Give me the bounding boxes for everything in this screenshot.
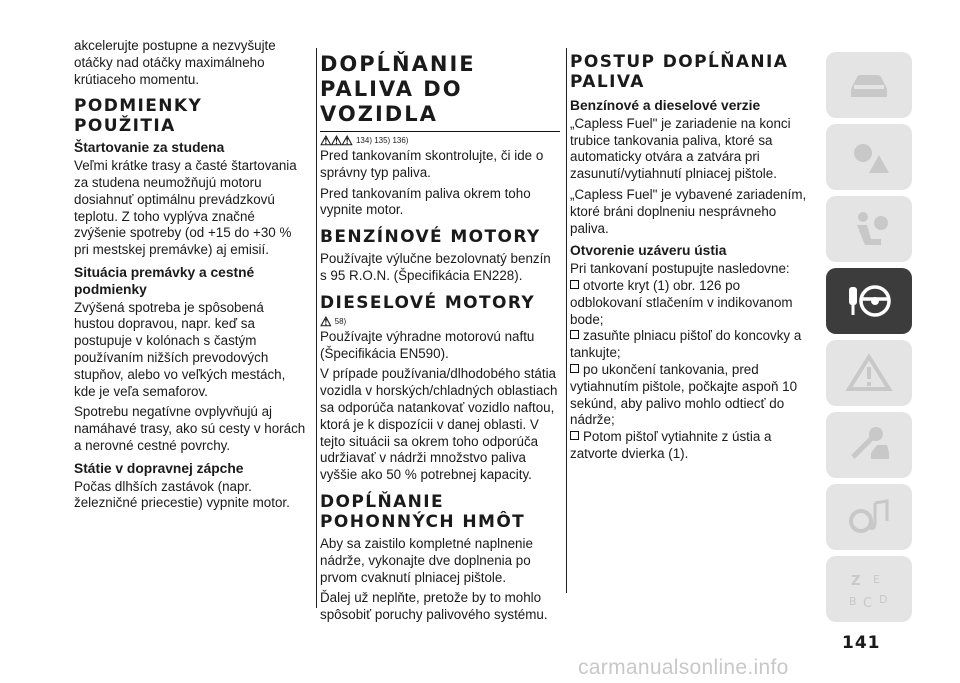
column-divider-2 bbox=[566, 48, 567, 593]
step-item bbox=[570, 328, 814, 362]
airbag-seat-icon bbox=[845, 207, 893, 251]
svg-text:D: D bbox=[879, 593, 888, 606]
watermark-text: carmanualsonline.info bbox=[578, 656, 789, 679]
step-item bbox=[570, 278, 814, 328]
cold-start-text: Veľmi krátke trasy a časté štartovania za studena neumožňujú motoru dosiahnuť optimálnu prevádzkovú teplotu. Z toho vyplýva značné zvýšenie spotreby (od +15 do +30 % pri mestskej premávke) aj emisií. bbox=[74, 158, 297, 258]
refuel-text-1: Pred tankovaním skontrolujte, či ide o správny typ paliva. bbox=[320, 148, 544, 180]
heading-diesel: DIESELOVÉ MOTORY bbox=[320, 292, 536, 313]
chapter-tabs bbox=[826, 52, 912, 628]
bullet-square-icon bbox=[570, 364, 579, 373]
capless-text-2: „Capless Fuel" je vybavené zariadením, ktoré bráni doplneniu nesprávneho paliva. bbox=[570, 186, 807, 236]
section-title-refueling: DOPĹŇANIE PALIVA DO VOZIDLA bbox=[320, 52, 560, 132]
column-divider-1 bbox=[316, 48, 317, 608]
step-text: po ukončení tankovania, pred vytiahnutím pištole, počkajte aspoň 10 sekúnd, aby palivo mohlo odtiecť do nádrže; bbox=[570, 361, 798, 428]
intro-text: akcelerujte postupne a nezvyšujte otáčky nad otáčky maximálneho krútiaceho momentu. bbox=[74, 38, 276, 87]
alphabet-index-icon bbox=[845, 567, 893, 611]
traffic-text-2: Spotrebu negatívne ovplyvňujú aj namáhavé trasy, ako sú cesty v horách a nerovné cestné povrchy. bbox=[74, 404, 306, 453]
svg-text:E: E bbox=[873, 573, 880, 586]
tab-dashboard[interactable] bbox=[826, 52, 912, 118]
tab-emergency[interactable] bbox=[826, 340, 912, 406]
caution-reference-icon: ⚠ bbox=[320, 313, 331, 329]
tab-starting-driving[interactable] bbox=[826, 268, 912, 334]
warning-reference-icon: ⚠⚠⚠ bbox=[320, 133, 352, 148]
opening-intro: Pri tankovaní postupujte nasledovne: bbox=[570, 261, 790, 277]
car-dashboard-icon bbox=[845, 63, 893, 107]
tab-multimedia[interactable] bbox=[826, 484, 912, 550]
column-3 bbox=[570, 52, 814, 463]
key-steering-wheel-icon bbox=[845, 279, 893, 323]
warning-refs-1 bbox=[320, 133, 560, 148]
tab-maintenance[interactable] bbox=[826, 412, 912, 478]
tab-safety[interactable] bbox=[826, 196, 912, 262]
wrench-car-icon bbox=[845, 423, 893, 467]
traffic-text-1: Zvýšená spotreba je spôsobená hustou dopravou, napr. keď sa postupuje v kolónach s častým používaním nižších prevodových stupňov, alebo vo veľkých mestách, kde je veľa semaforov. bbox=[74, 299, 286, 399]
svg-text:C: C bbox=[863, 596, 873, 611]
heading-full-tank: DOPĹŇANIE POHONNÝCH HMÔT bbox=[320, 491, 526, 532]
tab-index[interactable] bbox=[826, 556, 912, 622]
step-item bbox=[570, 429, 814, 463]
svg-text:B: B bbox=[849, 595, 857, 608]
section-title-procedure: POSTUP DOPĹŇANIA PALIVA bbox=[570, 52, 789, 92]
bullet-square-icon bbox=[570, 330, 579, 339]
warning-triangle-icon bbox=[845, 351, 893, 395]
diesel-text-1: Používajte výhradne motorovú naftu (Špecifikácia EN590). bbox=[320, 328, 535, 361]
diesel-text-2: V prípade používania/dlhodobého státia vozidla v horských/chladných oblastiach sa odporúča natankovať vozidlo naftou, ktorá je k dispozícii v danej oblasti. V tejto situácii sa okrem toho odporúča udržiavať v nádrži množstvo paliva vyššie ako 50 % potrebnej kapacity. bbox=[320, 366, 558, 483]
tab-warning-lights[interactable] bbox=[826, 124, 912, 190]
refuel-text-2: Pred tankovaním paliva okrem toho vypnite motor. bbox=[320, 185, 531, 218]
media-settings-icon bbox=[845, 495, 893, 539]
heading-petrol: BENZÍNOVÉ MOTORY bbox=[320, 227, 541, 248]
section-heading-conditions: PODMIENKY POUŽITIA bbox=[74, 96, 203, 137]
subheading-versions: Benzínové a dieselové verzie bbox=[570, 98, 761, 113]
capless-text-1: „Capless Fuel" je zariadenie na konci trubice tankovania paliva, ktoré sa automaticky otvára a zatvára pri zasunutí/vytiahnutí plniacej pištole. bbox=[570, 115, 791, 182]
warning-refs-2 bbox=[320, 313, 560, 329]
subheading-opening: Otvorenie uzáveru ústia bbox=[570, 243, 727, 259]
bullet-square-icon bbox=[570, 431, 579, 440]
page-number: 141 bbox=[842, 633, 881, 653]
step-item bbox=[570, 362, 814, 429]
warning-refs-label: 134) 135) 136) bbox=[355, 136, 409, 145]
warning-light-icon bbox=[845, 135, 893, 179]
petrol-text: Používajte výlučne bezolovnatý benzín s 95 R.O.N. (Špecifikácia EN228). bbox=[320, 251, 551, 283]
subheading-traffic: Situácia premávky a cestné podmienky bbox=[74, 264, 255, 297]
step-text: zasuňte plniacu pištoľ do koncovky a tankujte; bbox=[570, 328, 802, 361]
full-tank-text-2: Ďalej už neplňte, pretože by to mohlo spôsobiť poruchy palivového systému. bbox=[320, 590, 548, 623]
bullet-square-icon bbox=[570, 280, 579, 289]
step-text: otvorte kryt (1) obr. 126 po odblokovaní stlačením v indikovanom bode; bbox=[570, 277, 793, 327]
subheading-cold-start: Štartovanie za studena bbox=[74, 140, 225, 156]
step-text: Potom pištoľ vytiahnite z ústia a zatvorte dvierka (1). bbox=[570, 429, 772, 461]
svg-text:Z: Z bbox=[851, 574, 861, 589]
full-tank-text-1: Aby sa zaistilo kompletné naplnenie nádrže, vykonajte dve doplnenia po prvom cvaknutí plniacej pištole. bbox=[320, 535, 533, 585]
column-1 bbox=[74, 38, 306, 516]
subheading-stops: Státie v dopravnej zápche bbox=[74, 460, 244, 476]
stops-text: Počas dlhších zastávok (napr. železničné priecestie) vypnite motor. bbox=[74, 478, 290, 511]
column-2 bbox=[320, 52, 560, 628]
warning-refs-label-2: 58) bbox=[334, 316, 347, 326]
